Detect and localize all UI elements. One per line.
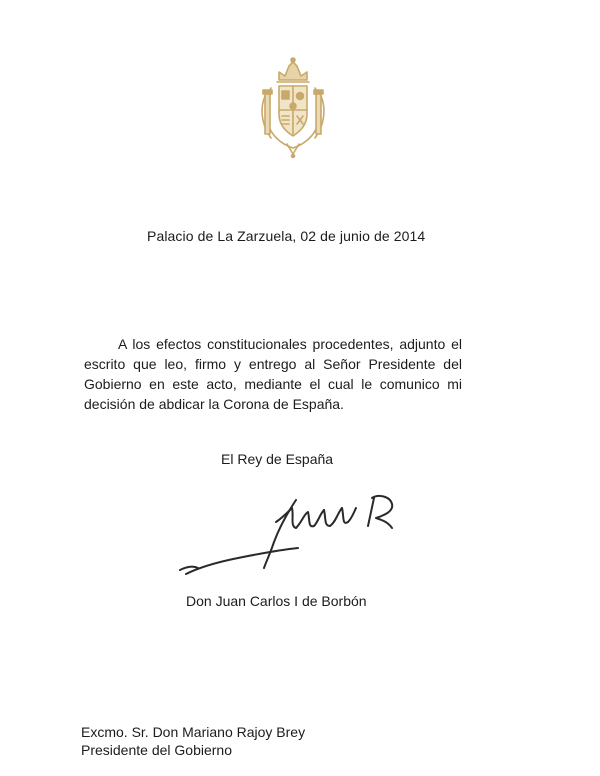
signatory-title: El Rey de España xyxy=(221,451,334,467)
letter-body: A los efectos constitucionales procedentes, adjunto el escrito que leo, firmo y entrego al Señor Presidente del Gobierno en este acto, mediante el cual le comunico mi decisión de abdicar la Corona de España. xyxy=(84,336,462,412)
royal-coat-of-arms xyxy=(253,54,333,158)
recipient-block xyxy=(81,723,305,759)
recipient-line-1: Excmo. Sr. Don Mariano Rajoy Brey xyxy=(81,724,306,740)
recipient-line-2: Presidente del Gobierno xyxy=(81,742,232,758)
handwritten-signature xyxy=(178,482,408,582)
signatory-name: Don Juan Carlos I de Borbón xyxy=(186,593,367,609)
place-and-date: Palacio de La Zarzuela, 02 de junio de 2014 xyxy=(147,228,426,244)
